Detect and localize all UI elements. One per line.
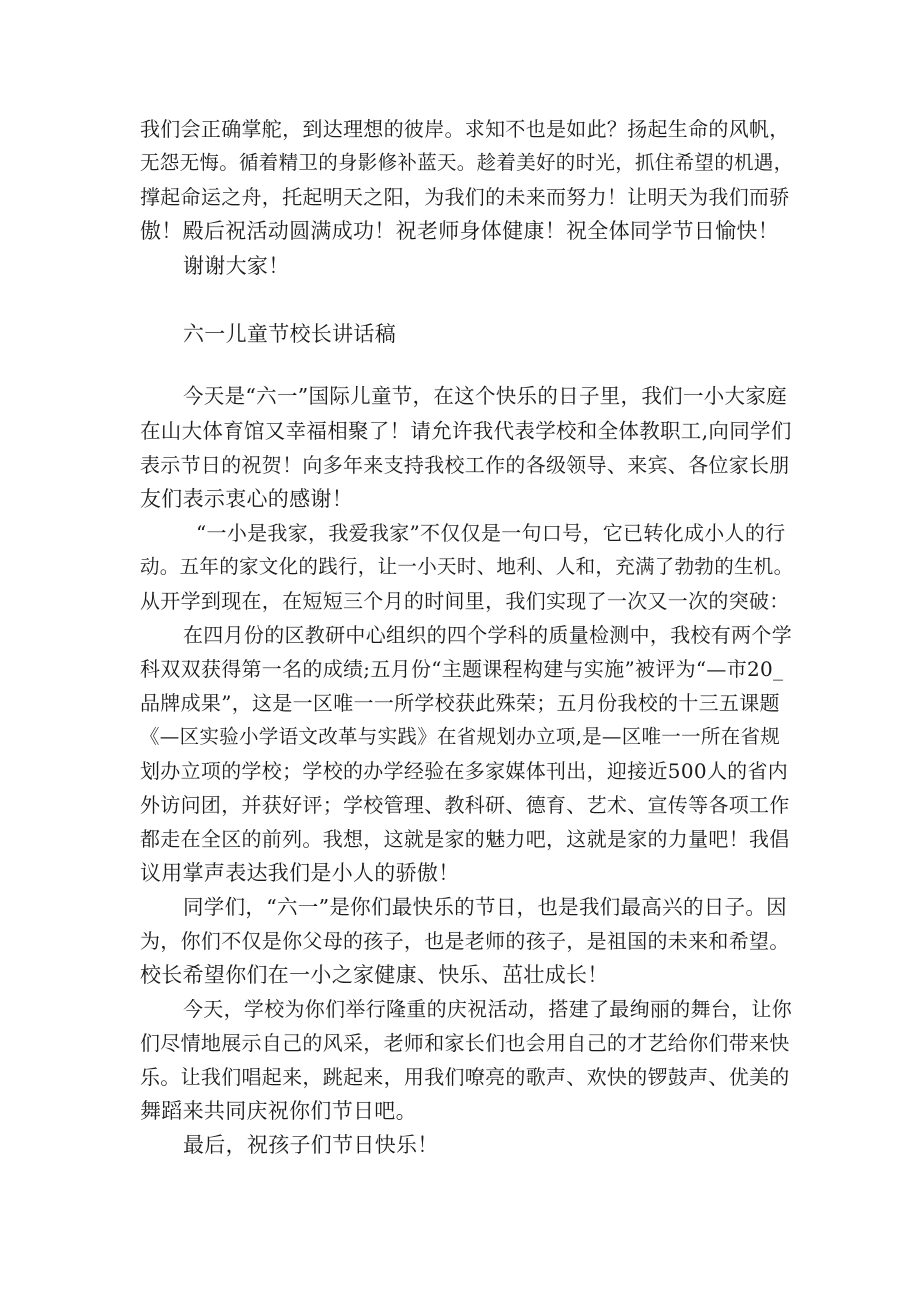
text-line: 今天是“六一”国际儿童节，在这个快乐的日子里，我们一小大家庭	[183, 384, 787, 408]
text-line: 外访问团，并获好评；学校管理、教科研、德育、艺术、宣传等各项工作	[140, 793, 790, 817]
closing-line: 最后，祝孩子们节日快乐！	[183, 1133, 439, 1157]
text-line: 在山大体育馆又幸福相聚了！请允许我代表学校和全体教职工,向同学们	[140, 419, 792, 443]
text-line: 议用掌声表达我们是小人的骄傲！	[140, 861, 460, 885]
speech-title: 六一儿童节校长讲话稿	[183, 322, 396, 346]
text-line: 我们会正确掌舵，到达理想的彼岸。求知不也是如此？扬起生命的风帆，	[140, 117, 790, 141]
text-line: 从开学到现在，在短短三个月的时间里，我们实现了一次又一次的突破：	[140, 589, 790, 613]
thanks-line: 谢谢大家！	[183, 254, 290, 278]
text-line: 表示节日的祝贺！向多年来支持我校工作的各级领导、来宾、各位家长朋	[140, 453, 790, 477]
text-line: 同学们，“六一”是你们最快乐的节日，也是我们最高兴的日子。因	[183, 895, 787, 919]
text-line: 乐。让我们唱起来，跳起来，用我们嘹亮的歌声、欢快的锣鼓声、优美的	[140, 1065, 790, 1089]
text-line: 今天，学校为你们举行隆重的庆祝活动，搭建了最绚丽的舞台，让你	[183, 997, 792, 1021]
text-line: 动。五年的家文化的践行，让一小天时、地利、人和，充满了勃勃的生机。	[140, 555, 794, 578]
text-line: 傲！殿后祝活动圆满成功！祝老师身体健康！祝全体同学节日愉快！	[140, 219, 779, 243]
text-line: 友们表示衷心的感谢！	[140, 487, 353, 511]
text-line: 舞蹈来共同庆祝你们节日吧。	[140, 1099, 417, 1123]
text-line: 品牌成果”，这是一区唯一一所学校获此殊荣；五月份我校的十三五课题	[140, 691, 780, 715]
text-line: 科双双获得第一名的成绩;五月份“主题课程构建与实施”被评为“—市20_	[140, 657, 784, 681]
text-line: 们尽情地展示自己的风采，老师和家长们也会用自己的才艺给你们带来快	[140, 1031, 790, 1055]
text-line: 为，你们不仅是你父母的孩子，也是老师的孩子，是祖国的未来和希望。	[140, 929, 790, 953]
text-line: 《—区实验小学语文改革与实践》在省规划办立项,是—区唯一一所在省规	[140, 725, 781, 748]
text-line: 撑起命运之舟，托起明天之阳，为我们的未来而努力！让明天为我们而骄	[140, 185, 790, 209]
text-line: 划办立项的学校；学校的办学经验在多家媒体刊出，迎接近500人的省内	[140, 759, 789, 783]
text-line: 校长希望你们在一小之家健康、快乐、茁壮成长！	[140, 963, 609, 987]
text-line: “一小是我家，我爱我家”不仅仅是一句口号，它已转化成小人的行	[196, 521, 786, 545]
text-line: 在四月份的区教研中心组织的四个学科的质量检测中，我校有两个学	[183, 623, 792, 647]
text-line: 无怨无悔。循着精卫的身影修补蓝天。趁着美好的时光，抓住希望的机遇，	[140, 151, 794, 174]
text-line: 都走在全区的前列。我想，这就是家的魅力吧，这就是家的力量吧！我倡	[140, 827, 790, 851]
